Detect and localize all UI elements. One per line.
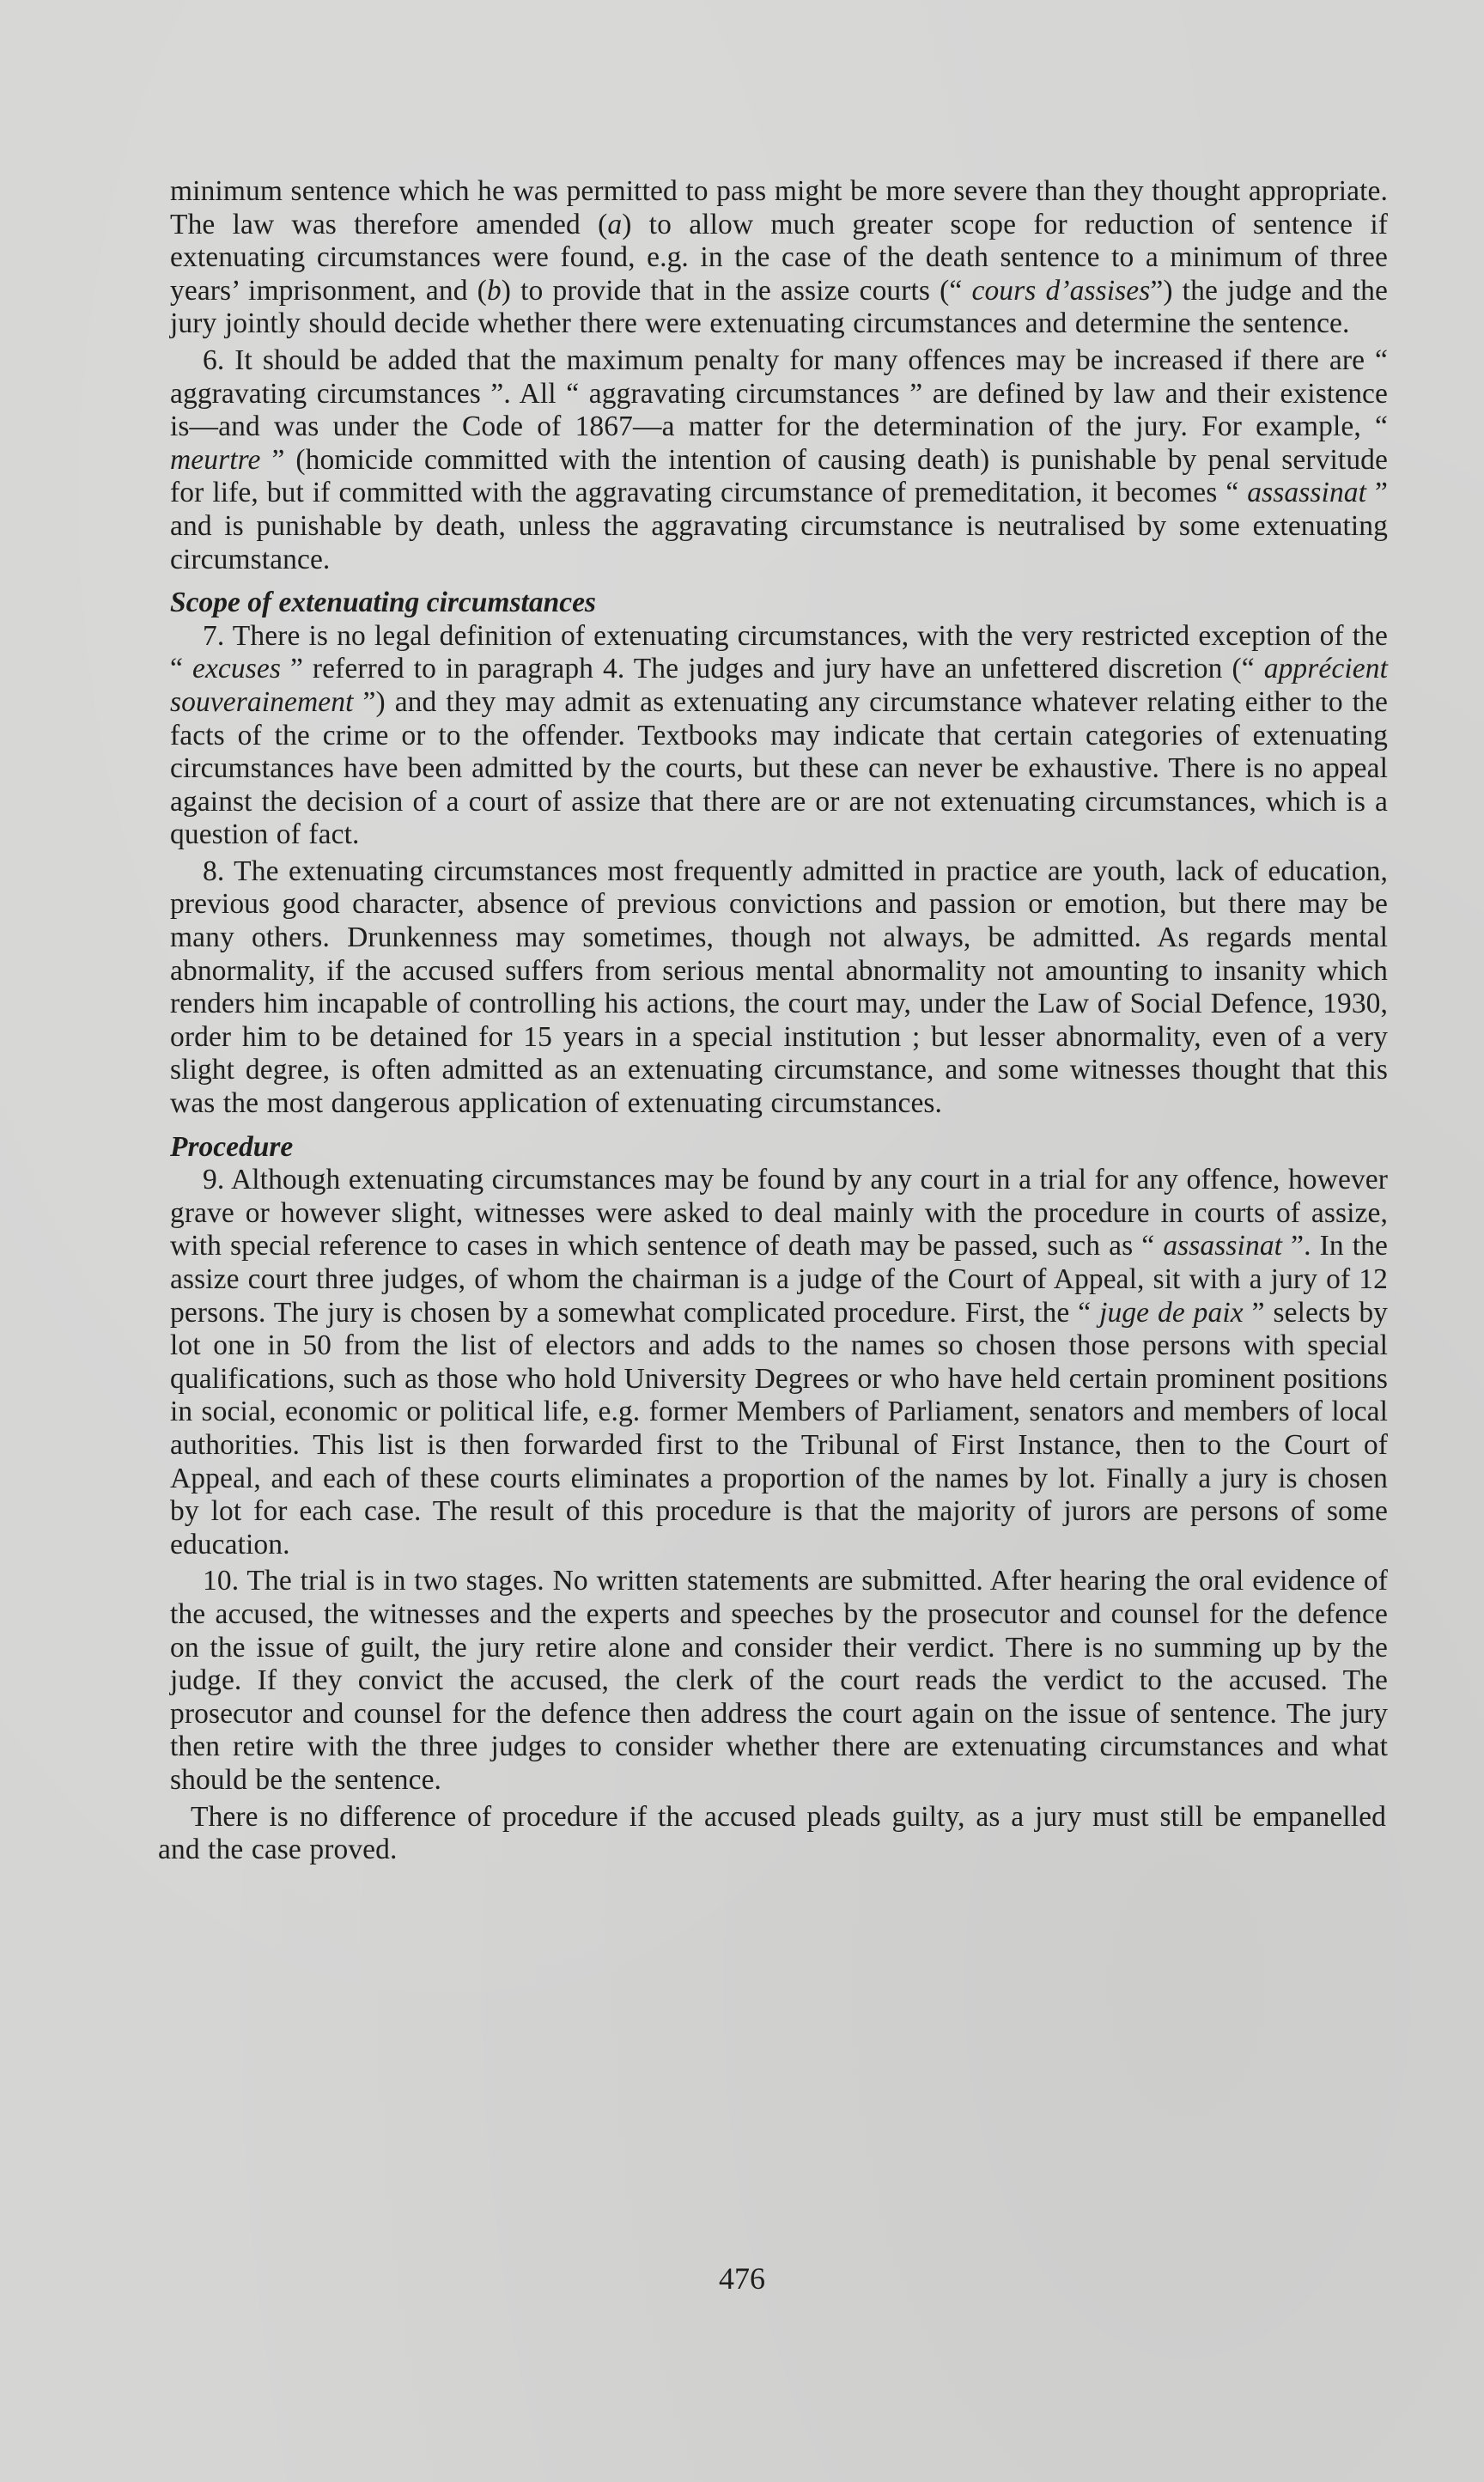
- text-run: 9. Although extenuating circumstances may be found by any court in a trial for any offence, however grave or however slight, witnesses were asked to deal mainly with the procedure in courts of assize, with special reference to cases in which sentence of death may be passed, such as “: [170, 1164, 1388, 1262]
- section-heading-scope: Scope of extenuating circumstances: [170, 587, 596, 619]
- list-mark-b: b: [486, 274, 502, 307]
- text-run: ” and is punishable by death, unless the aggravating circumstance is neutralised by some extenuating circumstance.: [170, 477, 1388, 575]
- paragraph-9: [170, 1164, 1388, 1561]
- text-run: ”) the judge and the jury jointly should decide whether there were extenuating circumstances and determine the sentence.: [170, 274, 1388, 340]
- paragraph-10: 10. The trial is in two stages. No written statements are submitted. After hearing the oral evidence of the accused, the witnesses and the experts and speeches by the prosecutor and counsel for the defence on the issue of guilt, the jury retire alone and consider their verdict. There is no summing up by the judge. If they convict the accused, the clerk of the court reads the verdict to the accused. The prosecutor and counsel for the defence then address the court again on the issue of sentence. The jury then retire with the three judges to consider whether there are extenuating circumstances and what should be the sentence.: [170, 1565, 1388, 1796]
- text-run: ” selects by lot one in 50 from the list of electors and adds to the names so chosen those persons with special qualifications, such as those who hold University Degrees or who have held certain prominent positions in social, economic or political life, e.g. former Members of Parliament, senators and members of local authorities. This list is then forwarded first to the Tribunal of First Instance, then to the Court of Appeal, and each of these courts eliminates a proportion of the names by lot. Finally a jury is chosen by lot for each case. The result of this procedure is that the majority of jurors are persons of some education.: [170, 1296, 1389, 1560]
- foreign-term: assassinat: [1247, 477, 1367, 509]
- foreign-term: juge de paix: [1099, 1296, 1244, 1329]
- section-heading-procedure: Procedure: [170, 1130, 294, 1163]
- paragraph-8: 8. The extenuating circumstances most frequently admitted in practice are youth, lack of education, previous good character, absence of previous convictions and passion or emotion, but there may be many others. Drunkenness may sometimes, though not always, be admitted. As regards mental abnormality, if the accused suffers from serious mental abnormality not amounting to insanity which renders him incapable of controlling his actions, the court may, under the Law of Social Defence, 1930, order him to be detained for 15 years in a special institution ; but lesser abnormality, even of a very slight degree, is often admitted as an extenuating circumstance, and some witnesses thought that this was the most dangerous application of extenuating circumstances.: [170, 855, 1388, 1120]
- foreign-term: assassinat: [1163, 1230, 1283, 1262]
- text-run: ) to provide that in the assize courts (“: [501, 274, 972, 307]
- text-run: 7. There is no legal definition of extenuating circumstances, with the very restricted exception of the “: [170, 619, 1388, 685]
- text-run: ”. In the assize court three judges, of whom the chairman is a judge of the Court of Appeal, sit with a jury of 12 persons. The jury is chosen by a somewhat complicated procedure. First, the “: [170, 1230, 1389, 1329]
- text-run: 6. It should be added that the maximum penalty for many offences may be increased if there are “ aggravating circumstances ”. All “ aggravating circumstances ” are defined by law and their existence is—and was under the Code of 1867—a matter for the determination of the jury. For example, “: [170, 344, 1388, 443]
- paragraph-7: [170, 620, 1388, 852]
- foreign-term: meurtre: [170, 443, 261, 476]
- page-body: [158, 175, 1389, 1867]
- text-run: ” referred to in paragraph 4. The judges and jury have an unfettered discretion (“: [280, 653, 1264, 685]
- paragraph-final: There is no difference of procedure if the accused pleads guilty, as a jury must still be empanelled and the case proved.: [158, 1800, 1386, 1866]
- page-number: 476: [719, 2261, 765, 2296]
- foreign-term: excuses: [192, 653, 281, 685]
- foreign-term: cours d’assises: [971, 274, 1151, 307]
- text-run: ) to allow much greater scope for reduction of sentence if extenuating circumstances were found, e.g. in the case of the death sentence to a minimum of three years’ imprisonment, and (: [170, 208, 1388, 307]
- text-run: ” (homicide committed with the intention of causing death) is punishable by penal servitude for life, but if committed with the aggravating circumstance of premeditation, it becomes “: [170, 443, 1388, 509]
- text-run: ”) and they may admit as extenuating any circumstance whatever relating either to the facts of the crime or to the offender. Textbooks may indicate that certain categories of extenuating circumstances have been admitted by the courts, but these can never be exhaustive. There is no appeal against the decision of a court of assize that there are or are not extenuating circumstances, which is a question of fact.: [170, 685, 1388, 851]
- paragraph-6: [170, 344, 1388, 576]
- list-mark-a: a: [607, 208, 623, 240]
- text-run: minimum sentence which he was permitted to pass might be more severe than they thought appropriate. The law was therefore amended (: [170, 175, 1388, 240]
- paragraph-5-continued: [170, 175, 1388, 341]
- foreign-term: apprécient souverainement: [170, 653, 1388, 718]
